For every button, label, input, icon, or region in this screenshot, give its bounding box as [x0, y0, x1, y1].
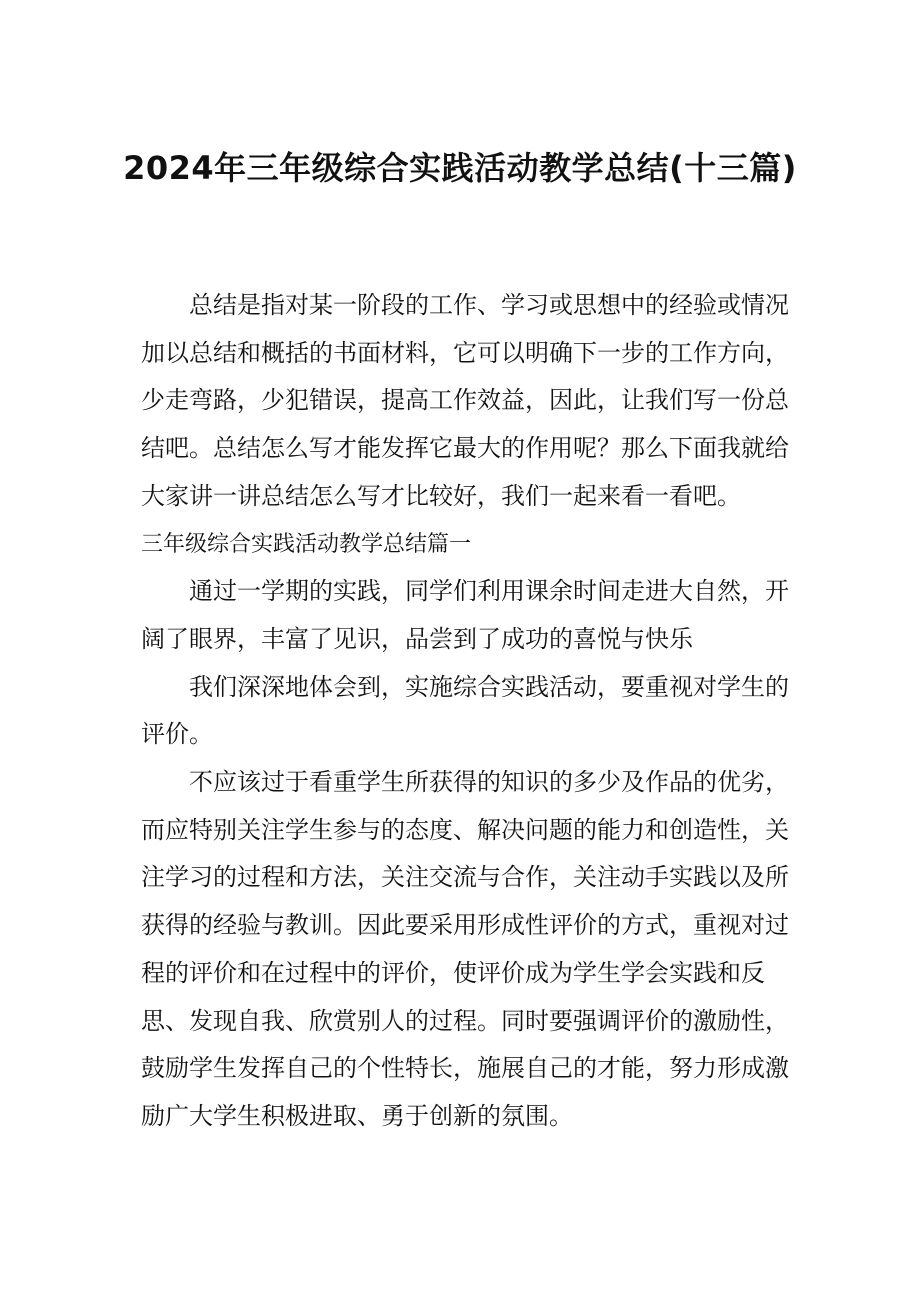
- body-paragraph: 我们深深地体会到，实施综合实践活动，要重视对学生的评价。: [141, 672, 789, 749]
- section-heading: 三年级综合实践活动教学总结篇一: [141, 531, 472, 557]
- body-paragraph: 不应该过于看重学生所获得的知识的多少及作品的优劣，而应特别关注学生参与的态度、解决问题的能力和创造性，关注学习的过程和方法，关注交流与合作，关注动手实践以及所获得的经验与教训。因此要采用形成性评价的方式，重视对过程的评价和在过程中的评价，使评价成为学生学会实践和反思、发现自我、欣赏别人的过程。同时要强调评价的激励性，鼓励学生发挥自己的个性特长，施展自己的才能，努力形成激励广大学生积极进取、勇于创新的氛围。: [141, 768, 789, 1130]
- document-body: [141, 282, 797, 1141]
- document-title: 2024年三年级综合实践活动教学总结(十三篇): [123, 149, 797, 187]
- intro-paragraph: 总结是指对某一阶段的工作、学习或思想中的经验或情况加以总结和概括的书面材料，它可以明确下一步的工作方向，少走弯路，少犯错误，提高工作效益，因此，让我们写一份总结吧。总结怎么写才能发挥它最大的作用呢？那么下面我就给大家讲一讲总结怎么写才比较好，我们一起来看一看吧。: [141, 291, 789, 510]
- body-paragraph: 通过一学期的实践，同学们利用课余时间走进大自然，开阔了眼界，丰富了见识，品尝到了成功的喜悦与快乐: [141, 577, 789, 653]
